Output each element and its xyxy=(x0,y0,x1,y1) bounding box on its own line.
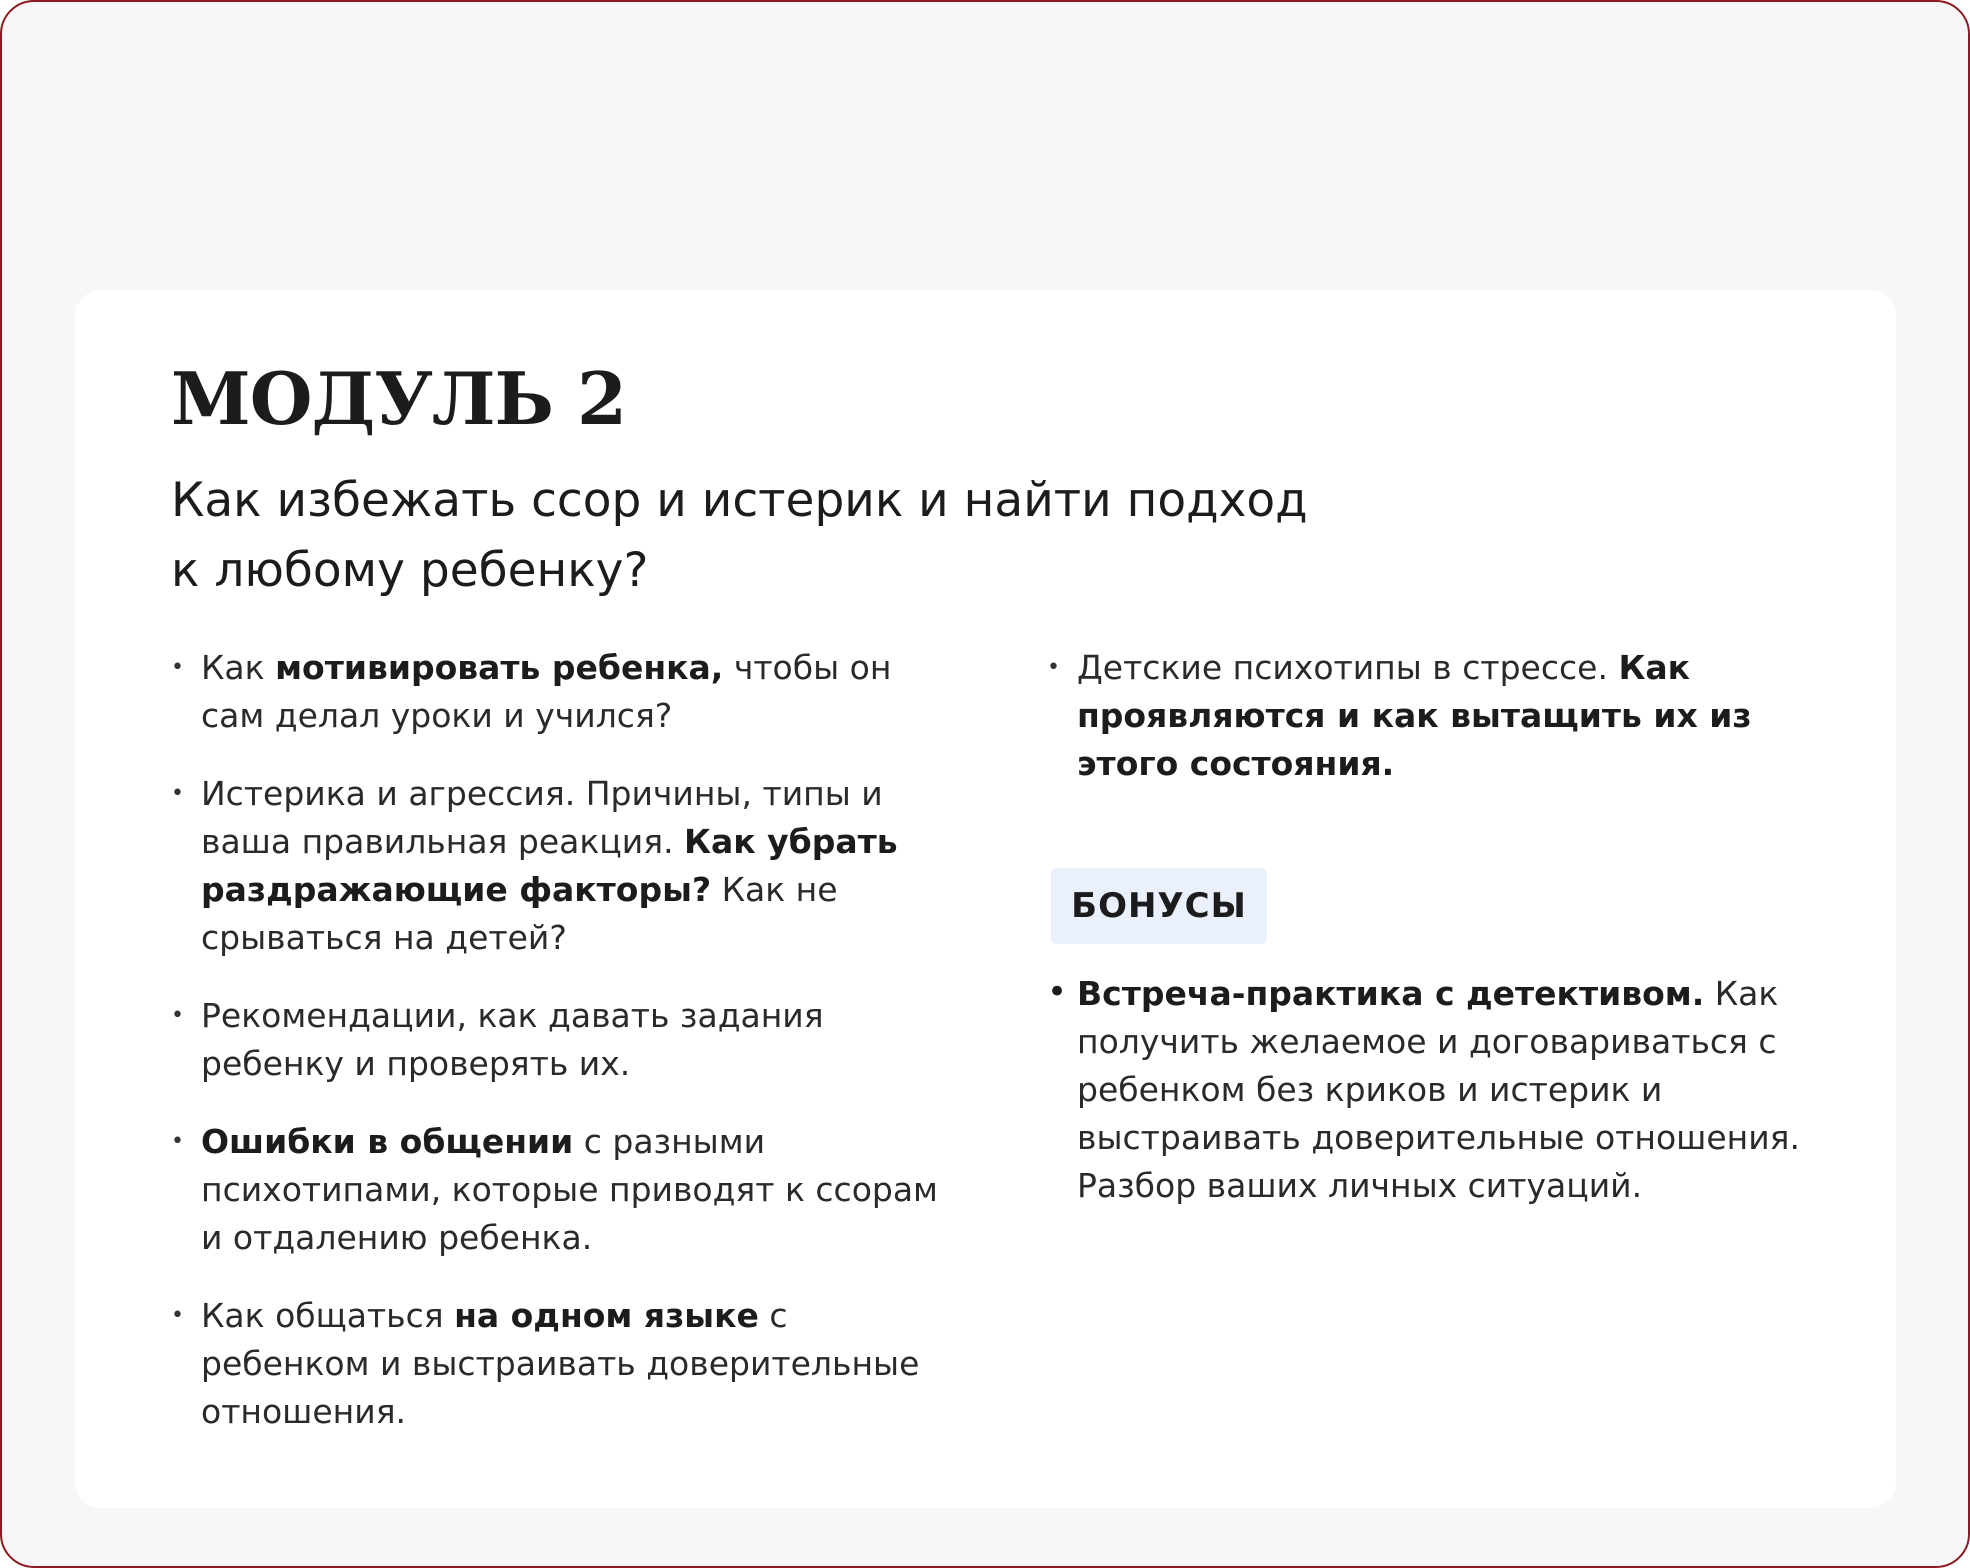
list-item xyxy=(1047,970,1807,1210)
text: Как получить желаемое и договариваться с ребенком без криков и истерик и выстраивать доверительные отношения. Разбор ваших личных ситуаций. xyxy=(1077,974,1801,1205)
bold-text: на одном языке xyxy=(454,1296,759,1335)
bold-text: мотивировать ребенка, xyxy=(275,648,724,687)
bonus-badge: БОНУСЫ xyxy=(1051,868,1267,944)
text: Детские психотипы в стрессе. xyxy=(1077,648,1619,687)
module-subtitle xyxy=(171,466,1571,606)
bold-text: Как убрать раздражающие факторы? xyxy=(201,822,898,909)
bonus-list xyxy=(1047,970,1807,1210)
list-item xyxy=(171,1118,961,1262)
list-item xyxy=(171,770,961,962)
bold-text: Встреча-практика с детективом. xyxy=(1077,974,1705,1013)
list-item xyxy=(171,992,961,1088)
subtitle-line-2: к любому ребенку? xyxy=(171,543,649,598)
list-item xyxy=(1047,644,1807,788)
text: с разными психотипами, которые приводят к ссорам и отдалению ребенка. xyxy=(201,1122,938,1257)
module-card xyxy=(75,290,1896,1508)
topics-list-left xyxy=(171,644,961,1466)
module-title: МОДУЛЬ 2 xyxy=(171,356,627,441)
text: Как xyxy=(201,648,276,687)
subtitle-line-1: Как избежать ссор и истерик и найти подход xyxy=(171,473,1308,528)
list-item xyxy=(171,1292,961,1436)
text: Как общаться xyxy=(201,1296,455,1335)
text: Истерика и агрессия. Причины, типы и ваша правильная реакция. xyxy=(201,774,883,861)
text: чтобы он сам делал уроки и учился? xyxy=(201,648,892,735)
text: с ребенком и выстраивать доверительные отношения. xyxy=(201,1296,920,1431)
text: Рекомендации, как давать задания ребенку и проверять их. xyxy=(201,996,824,1083)
bold-text: Ошибки в общении xyxy=(201,1122,574,1161)
topics-list-right xyxy=(1047,644,1807,788)
bold-text: Как проявляются и как вытащить их из этого состояния. xyxy=(1077,648,1752,783)
text: Как не срываться на детей? xyxy=(201,870,838,957)
list-item xyxy=(171,644,961,740)
